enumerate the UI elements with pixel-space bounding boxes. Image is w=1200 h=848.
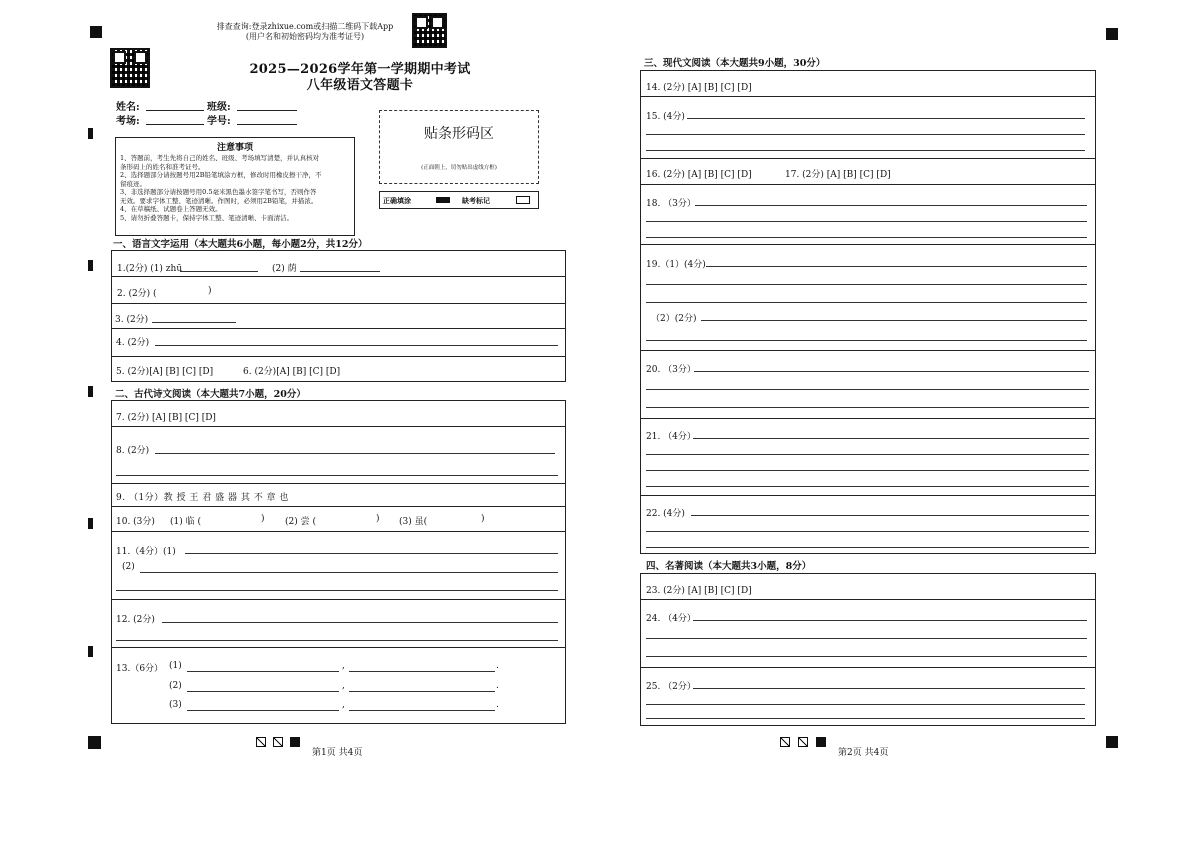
question-11-part-2: (2) (122, 562, 135, 572)
answer-line-q8-2[interactable] (116, 475, 558, 476)
answer-line-q18-1[interactable] (695, 205, 1087, 206)
fill-example-box (379, 191, 539, 209)
row-divider (112, 506, 565, 507)
period: . (496, 700, 499, 710)
answer-line-q11-2[interactable] (140, 572, 558, 573)
answer-line-q20-1[interactable] (694, 371, 1089, 372)
name-field[interactable] (146, 110, 204, 111)
notes-title: 注意事项 (216, 143, 253, 153)
question-18: 18. （3分） (646, 199, 696, 209)
answer-line-q13-1a[interactable] (187, 671, 339, 672)
comma: , (342, 700, 345, 710)
question-25: 25. （2分） (646, 682, 696, 692)
page-number-left: 第1页 共4页 (312, 748, 363, 758)
answer-line-q24-1[interactable] (693, 620, 1087, 621)
question-12: 12. (2分) (116, 615, 155, 625)
answer-line-q25-1[interactable] (693, 688, 1085, 689)
answer-line-q22-3[interactable] (646, 547, 1089, 548)
row-divider (641, 244, 1095, 245)
qr-code-top (412, 13, 447, 48)
question-1-part-2: (2) 荫 (272, 264, 297, 274)
info-line-2: (用户名和初始密码均为准考证号) (245, 32, 365, 41)
question-10-2-close: ) (376, 514, 380, 524)
section-4-title: 四、名著阅读（本大题共3小题，8分） (646, 561, 812, 572)
page-code-mark (290, 737, 300, 747)
question-17-choices[interactable]: 17. (2分) [A] [B] [C] [D] (785, 170, 891, 180)
answer-line-q3[interactable] (152, 322, 236, 323)
row-divider (112, 599, 565, 600)
question-13-1: (1) (169, 661, 182, 671)
notes-item: 2、选择题部分请按题号用2B铅笔填涂方框，修改时用橡皮擦干净，不 (120, 171, 322, 179)
barcode-area (379, 110, 539, 184)
answer-line-q21-4[interactable] (646, 486, 1089, 487)
answer-line-q1-1[interactable] (180, 271, 258, 272)
fill-correct-label: 正确填涂 (383, 196, 411, 205)
question-20: 20. （3分） (646, 365, 696, 375)
section-2-title: 二、古代诗文阅读（本大题共7小题，20分） (115, 389, 306, 400)
row-divider (641, 599, 1095, 600)
answer-line-q19-5[interactable] (646, 340, 1087, 341)
row-divider (641, 667, 1095, 668)
row-divider (112, 426, 565, 427)
notes-box (115, 137, 355, 236)
room-field[interactable] (146, 124, 204, 125)
question-8: 8. (2分) (116, 446, 150, 456)
class-label: 班级: (207, 102, 231, 113)
answer-line-q19-3[interactable] (646, 302, 1087, 303)
row-divider (112, 483, 565, 484)
answer-line-q21-1[interactable] (693, 438, 1089, 439)
answer-line-q15-2[interactable] (646, 134, 1085, 135)
period: . (496, 661, 499, 671)
row-divider (641, 158, 1095, 159)
answer-line-q20-3[interactable] (646, 407, 1089, 408)
answer-line-q12-1[interactable] (162, 622, 558, 623)
absent-label: 缺考标记 (462, 196, 490, 205)
answer-line-q13-2b[interactable] (349, 691, 495, 692)
row-divider (112, 356, 565, 357)
answer-line-q24-2[interactable] (646, 638, 1087, 639)
answer-line-q18-2[interactable] (646, 221, 1087, 222)
row-divider (112, 276, 565, 277)
answer-line-q1-2[interactable] (300, 271, 380, 272)
row-divider (641, 418, 1095, 419)
notes-item: 无效。要求字体工整、笔迹清晰。作图时，必须用2B铅笔，并描浓。 (120, 196, 318, 205)
question-10-3-close: ) (481, 514, 485, 524)
answer-line-q21-2[interactable] (646, 454, 1089, 455)
row-divider (112, 328, 565, 329)
timing-mark (88, 386, 93, 397)
notes-item: 5、请勿折叠答题卡，保持字体工整、笔迹清晰、卡面清洁。 (120, 213, 294, 222)
timing-mark (88, 518, 93, 529)
qr-code-left (110, 48, 150, 88)
answer-line-q19-4[interactable] (701, 320, 1087, 321)
question-2: 2. (2分) ( (117, 289, 157, 299)
answer-line-q13-2a[interactable] (187, 691, 339, 692)
notes-item: 留痕迹。 (120, 179, 146, 188)
row-divider (641, 96, 1095, 97)
section-2-box (111, 400, 566, 724)
section-1-title: 一、语言文字运用（本大题共6小题，每小题2分，共12分） (113, 239, 368, 250)
question-13-3: (3) (169, 700, 182, 710)
answer-line-q4[interactable] (155, 345, 558, 346)
row-divider (641, 495, 1095, 496)
question-10-3[interactable]: (3) 虽( (399, 517, 428, 527)
absent-checkbox[interactable] (516, 196, 530, 204)
row-divider (641, 350, 1095, 351)
section-3-title: 三、现代文阅读（本大题共9小题，30分） (644, 58, 826, 69)
answer-line-q13-1b[interactable] (349, 671, 495, 672)
question-7-choices[interactable]: 7. (2分) [A] [B] [C] [D] (116, 413, 216, 423)
question-9[interactable]: 9. （1分）教 授 王 君 盛 器 其 不 章 也 (116, 493, 289, 503)
row-divider (112, 647, 565, 648)
registration-mark-top-left (90, 26, 102, 38)
question-3: 3. (2分) (115, 315, 149, 325)
barcode-hint: (正面朝上，切勿贴出虚线方框) (421, 165, 497, 171)
registration-mark-bottom-left (88, 736, 101, 749)
page-code-mark (780, 737, 790, 747)
row-divider (112, 531, 565, 532)
page-code-mark (816, 737, 826, 747)
page-code-mark (798, 737, 808, 747)
class-field[interactable] (237, 110, 297, 111)
question-4: 4. (2分) (116, 338, 150, 348)
question-1: 1.(2分) (1) zhū (117, 264, 183, 274)
question-10-2[interactable]: (2) 尝 ( (285, 517, 316, 527)
question-24: 24. （4分） (646, 614, 696, 624)
answer-line-q25-3[interactable] (646, 718, 1085, 719)
notes-item: 条形码上的姓名和准考证号。 (120, 162, 205, 171)
question-10-1-close: ) (261, 514, 265, 524)
filled-example-mark (436, 197, 450, 203)
answer-line-q20-2[interactable] (646, 389, 1089, 390)
question-21: 21. （4分） (646, 432, 696, 442)
page-code-mark (256, 737, 266, 747)
question-11: 11.（4分）(1) (116, 547, 176, 557)
question-2-close: ) (208, 286, 212, 296)
question-13: 13.（6分） (116, 664, 164, 674)
question-15: 15. (4分) (646, 112, 685, 122)
row-divider (112, 303, 565, 304)
section-3-box (640, 70, 1096, 554)
question-5-choices[interactable]: 5. (2分)[A] [B] [C] [D] (116, 367, 214, 377)
answer-line-q13-3a[interactable] (187, 710, 339, 711)
notes-item: 1、答题前，考生先将自己的姓名、班级、考场填写清楚，并认真核对 (120, 154, 320, 162)
room-label: 考场: (116, 116, 140, 127)
period: . (496, 681, 499, 691)
question-10: 10. (3分) (116, 517, 155, 527)
question-16-choices[interactable]: 16. (2分) [A] [B] [C] [D] (646, 170, 752, 180)
timing-mark (88, 260, 93, 271)
answer-line-q19-2[interactable] (646, 284, 1087, 285)
answer-line-q24-3[interactable] (646, 656, 1087, 657)
exam-subtitle: 八年级语文答题卡 (306, 78, 414, 93)
question-6-choices[interactable]: 6. (2分)[A] [B] [C] [D] (243, 367, 341, 377)
registration-mark-top-right (1106, 28, 1118, 40)
barcode-label: 贴条形码区 (424, 126, 494, 142)
answer-line-q13-3b[interactable] (349, 710, 495, 711)
page-number-right: 第2页 共4页 (838, 748, 889, 758)
comma: , (342, 681, 345, 691)
answer-line-q15-1[interactable] (687, 118, 1085, 119)
answer-line-q18-3[interactable] (646, 237, 1087, 238)
question-13-2: (2) (169, 681, 182, 691)
answer-line-q15-3[interactable] (646, 150, 1085, 151)
question-10-1[interactable]: (1) 临 ( (170, 517, 201, 527)
registration-mark-bottom-right (1106, 736, 1118, 748)
page-code-mark (273, 737, 283, 747)
question-22: 22. (4分) (646, 509, 685, 519)
question-19-2: （2）(2分) (651, 314, 697, 324)
answer-line-q22-1[interactable] (691, 515, 1089, 516)
notes-item: 3、非选择题部分请按题号用0.5毫米黑色墨水签字笔书写，否则作答 (120, 188, 317, 196)
answer-line-q8-1[interactable] (155, 453, 555, 454)
answer-line-q22-2[interactable] (646, 531, 1089, 532)
id-field[interactable] (237, 124, 297, 125)
answer-line-q11-3[interactable] (116, 590, 558, 591)
answer-line-q19-1[interactable] (706, 266, 1087, 267)
id-label: 学号: (207, 116, 231, 127)
notes-item: 4、在草稿纸、试题卷上答题无效。 (120, 205, 222, 213)
answer-line-q12-2[interactable] (116, 640, 558, 641)
answer-line-q11-1[interactable] (185, 553, 558, 554)
name-label: 姓名: (116, 102, 140, 113)
question-14-choices[interactable]: 14. (2分) [A] [B] [C] [D] (646, 83, 752, 93)
row-divider (641, 184, 1095, 185)
question-23-choices[interactable]: 23. (2分) [A] [B] [C] [D] (646, 586, 752, 596)
exam-title: 2025—2026学年第一学期期中考试 (249, 62, 471, 77)
comma: , (342, 661, 345, 671)
info-line-1: 排查查询:登录zhixue.com或扫描二维码下载App (216, 22, 394, 31)
answer-line-q25-2[interactable] (646, 704, 1085, 705)
answer-line-q21-3[interactable] (646, 470, 1089, 471)
question-19-1: 19.（1）(4分) (646, 260, 706, 270)
timing-mark (88, 128, 93, 139)
timing-mark (88, 646, 93, 657)
